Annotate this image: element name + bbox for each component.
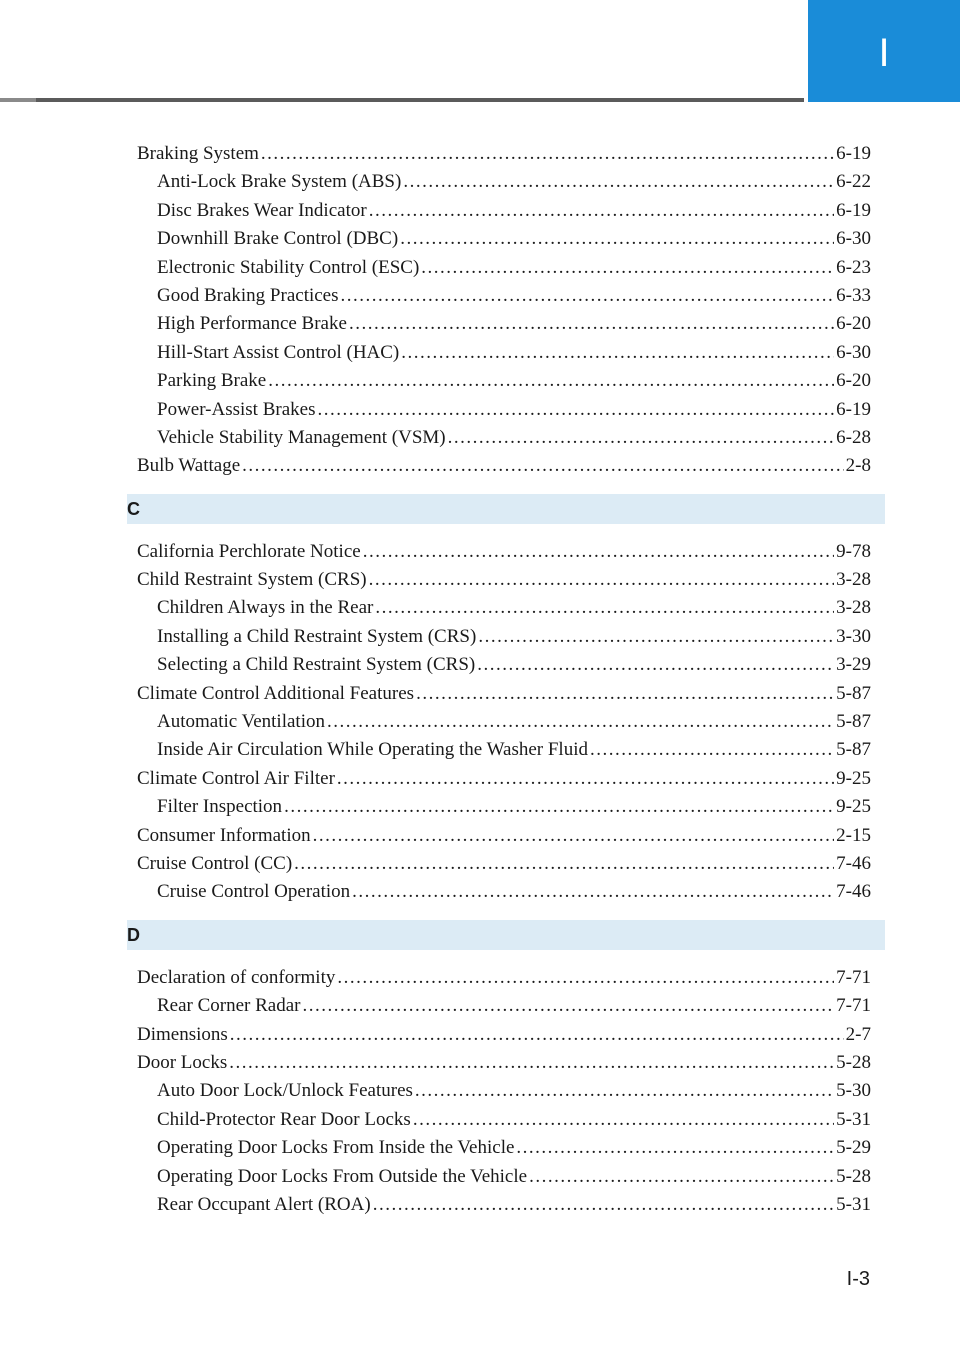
entry-label: Operating Door Locks From Outside the Vehicle	[157, 1165, 528, 1187]
dot-leader	[375, 594, 834, 622]
index-subentry	[137, 1106, 871, 1134]
entry-page: 6-19	[836, 199, 871, 221]
dot-leader	[313, 822, 835, 850]
entry-page: 3-30	[836, 625, 871, 647]
chapter-tab-label: I	[878, 31, 890, 75]
entry-label: High Performance Brake	[157, 313, 347, 335]
entry-page: 6-20	[836, 313, 871, 335]
index-subentry	[137, 424, 871, 452]
entry-label: California Perchlorate Notice	[137, 540, 361, 562]
entry-label: Hill-Start Assist Control (HAC)	[157, 341, 400, 363]
index-subentry	[137, 623, 871, 651]
index-subentry	[137, 594, 871, 622]
index-subentry	[137, 1163, 871, 1191]
entry-label: Climate Control Air Filter	[137, 767, 335, 789]
dot-leader	[590, 736, 834, 764]
index-subentry	[137, 736, 871, 764]
index-entry	[137, 452, 871, 480]
index-subentry	[137, 339, 871, 367]
entry-page: 9-78	[836, 540, 871, 562]
entry-page: 5-31	[836, 1108, 871, 1130]
entry-label: Downhill Brake Control (DBC)	[157, 228, 399, 250]
entry-label: Auto Door Lock/Unlock Features	[157, 1080, 413, 1102]
dot-leader	[230, 1021, 844, 1049]
section-header	[127, 494, 885, 524]
entry-label: Child Restraint System (CRS)	[137, 569, 367, 591]
entry-label: Filter Inspection	[157, 796, 283, 818]
index-entry	[137, 822, 871, 850]
section-letter: C	[127, 498, 140, 519]
entry-label: Automatic Ventilation	[157, 711, 325, 733]
entry-page: 7-71	[836, 995, 871, 1017]
entry-label: Rear Corner Radar	[157, 995, 301, 1017]
entry-page: 3-29	[836, 654, 871, 676]
dot-leader	[478, 623, 834, 651]
entry-page: 7-46	[836, 881, 871, 903]
index-entry	[137, 538, 871, 566]
dot-leader	[369, 197, 834, 225]
index-entry	[137, 140, 871, 168]
entry-label: Dimensions	[137, 1023, 228, 1045]
index-entry	[137, 680, 871, 708]
index-subentry	[137, 793, 871, 821]
entry-label: Operating Door Locks From Inside the Vehicle	[157, 1137, 515, 1159]
section-letter: D	[127, 924, 140, 945]
entry-label: Vehicle Stability Management (VSM)	[157, 426, 446, 448]
dot-leader	[303, 992, 835, 1020]
index-entry	[137, 566, 871, 594]
entry-label: Braking System	[137, 143, 259, 164]
dot-leader	[516, 1134, 834, 1162]
index-subentry	[137, 651, 871, 679]
entry-page: 6-20	[836, 370, 871, 392]
entry-page: 3-28	[836, 569, 871, 591]
dot-leader	[448, 424, 835, 452]
entry-label: Climate Control Additional Features	[137, 682, 415, 704]
chapter-tab	[808, 0, 960, 102]
index-subentry	[137, 1077, 871, 1105]
entry-page: 5-29	[836, 1137, 871, 1159]
entry-label: Rear Occupant Alert (ROA)	[157, 1193, 371, 1215]
entry-label: Power-Assist Brakes	[157, 398, 316, 420]
entry-label: Inside Air Circulation While Operating the Washer Fluid	[157, 739, 588, 761]
dot-leader	[413, 1106, 834, 1134]
dot-leader	[229, 1049, 834, 1077]
dot-leader	[337, 964, 834, 992]
dot-leader	[261, 140, 834, 168]
entry-page: 6-30	[836, 341, 871, 363]
entry-label: Cruise Control (CC)	[137, 852, 293, 874]
dot-leader	[349, 310, 834, 338]
page-number: I-3	[846, 1268, 870, 1290]
index-subentry	[137, 225, 871, 253]
entry-label: Child-Protector Rear Door Locks	[157, 1108, 411, 1130]
dot-leader	[337, 765, 834, 793]
entry-page: 6-19	[836, 398, 871, 420]
entry-page: 6-33	[836, 284, 871, 306]
entry-page: 2-7	[845, 1023, 871, 1045]
dot-leader	[341, 282, 835, 310]
index-subentry	[137, 1134, 871, 1162]
entry-label: Disc Brakes Wear Indicator	[157, 199, 367, 221]
dot-leader	[400, 225, 834, 253]
index-subentry	[137, 708, 871, 736]
entry-label: Children Always in the Rear	[157, 597, 374, 619]
index-subentry	[137, 168, 871, 196]
index-subentry	[137, 254, 871, 282]
index-entry	[137, 850, 871, 878]
index-entry	[137, 964, 871, 992]
entry-label: Bulb Wattage	[137, 455, 241, 477]
entry-page: 6-23	[836, 256, 871, 278]
entry-label: Consumer Information	[137, 824, 311, 846]
index-entry	[137, 1049, 871, 1077]
index-subentry	[137, 282, 871, 310]
dot-leader	[268, 367, 834, 395]
entry-page: 2-8	[845, 455, 871, 477]
entry-page: 9-25	[836, 767, 871, 789]
dot-leader	[294, 850, 834, 878]
entry-page: 3-28	[836, 597, 871, 619]
index-subentry	[137, 396, 871, 424]
dot-leader	[529, 1163, 834, 1191]
entry-label: Installing a Child Restraint System (CRS)	[157, 625, 477, 647]
entry-label: Parking Brake	[157, 370, 267, 392]
dot-leader	[352, 878, 834, 906]
dot-leader	[373, 1191, 834, 1219]
entry-label: Anti-Lock Brake System (ABS)	[157, 171, 402, 193]
index-subentry	[137, 878, 871, 906]
entry-page: 6-19	[836, 143, 871, 164]
entry-label: Door Locks	[137, 1051, 228, 1073]
index-entry	[137, 765, 871, 793]
header-rule-accent	[0, 98, 36, 102]
dot-leader	[401, 339, 834, 367]
dot-leader	[284, 793, 834, 821]
entry-page: 2-15	[836, 824, 871, 846]
dot-leader	[327, 708, 834, 736]
header-rule	[0, 98, 804, 102]
entry-label: Electronic Stability Control (ESC)	[157, 256, 420, 278]
dot-leader	[477, 651, 834, 679]
index-subentry	[137, 367, 871, 395]
index-entry	[137, 1021, 871, 1049]
dot-leader	[416, 680, 834, 708]
entry-page: 5-31	[836, 1193, 871, 1215]
dot-leader	[415, 1077, 834, 1105]
index-subentry	[137, 310, 871, 338]
entry-page: 5-30	[836, 1080, 871, 1102]
entry-label: Selecting a Child Restraint System (CRS)	[157, 654, 476, 676]
entry-page: 6-28	[836, 426, 871, 448]
index-subentry	[137, 197, 871, 225]
dot-leader	[317, 396, 834, 424]
entry-page: 5-87	[836, 739, 871, 761]
entry-label: Good Braking Practices	[157, 284, 339, 306]
dot-leader	[363, 538, 834, 566]
entry-page: 5-87	[836, 682, 871, 704]
dot-leader	[421, 254, 834, 282]
index-subentry	[137, 1191, 871, 1219]
entry-page: 7-71	[836, 966, 871, 988]
index-subentry	[137, 992, 871, 1020]
dot-leader	[403, 168, 834, 196]
entry-page: 9-25	[836, 796, 871, 818]
section-header	[127, 920, 885, 950]
entry-page: 7-46	[836, 852, 871, 874]
dot-leader	[242, 452, 844, 480]
entry-page: 6-22	[836, 171, 871, 193]
entry-label: Declaration of conformity	[137, 966, 336, 988]
entry-page: 5-28	[836, 1165, 871, 1187]
entry-page: 5-28	[836, 1051, 871, 1073]
entry-page: 6-30	[836, 228, 871, 250]
dot-leader	[369, 566, 835, 594]
entry-page: 5-87	[836, 711, 871, 733]
index-list	[127, 140, 871, 1219]
entry-label: Cruise Control Operation	[157, 881, 351, 903]
